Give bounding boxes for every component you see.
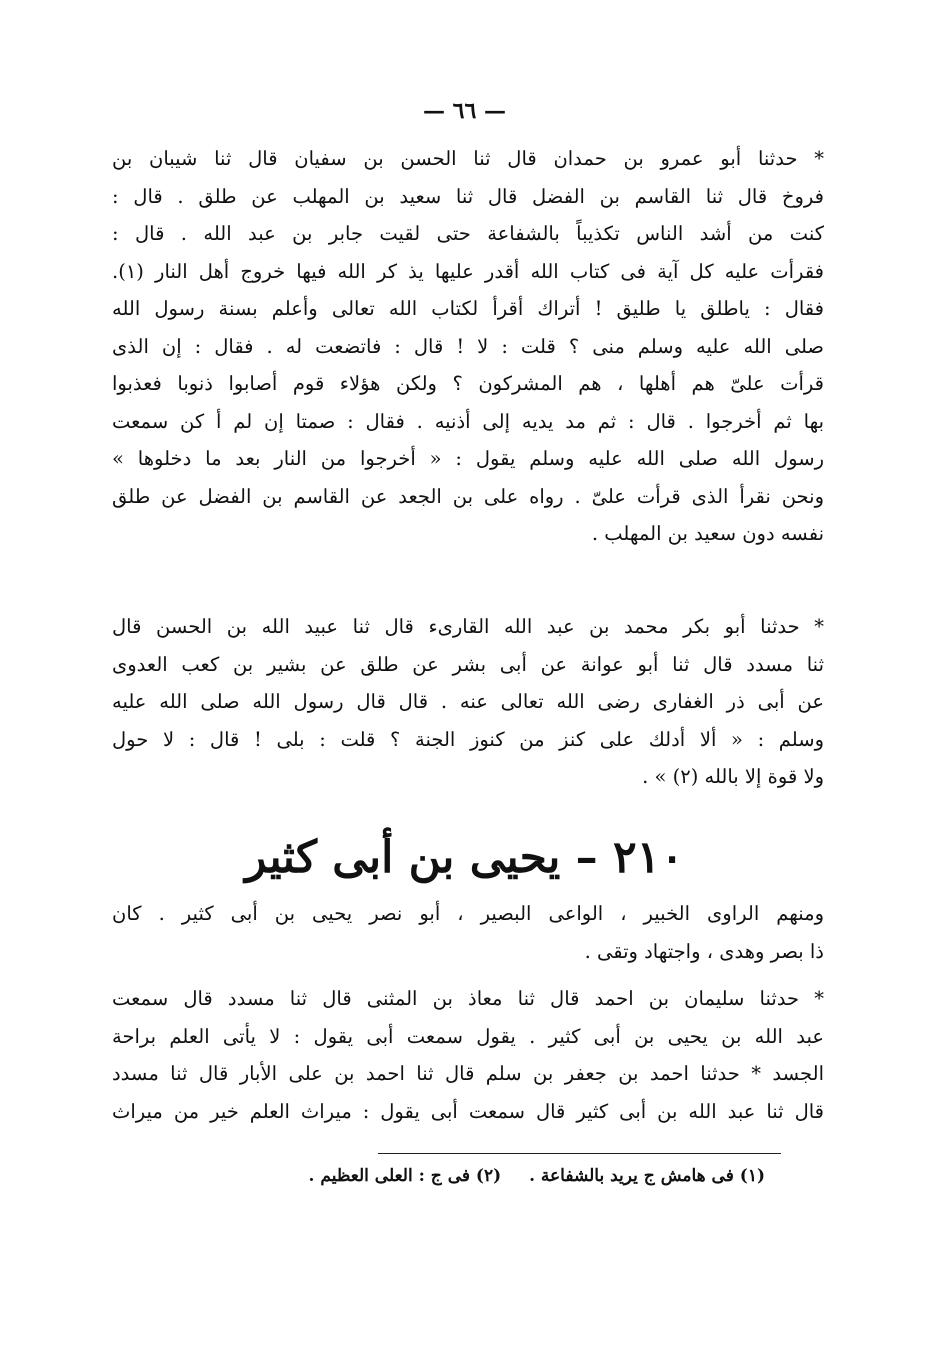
text-line: فروخ قال ثنا القاسم بن الفضل قال ثنا سعيد بن المهلب عن طلق . قال : — [112, 184, 824, 208]
text-line: صلى الله عليه وسلم منى ؟ قلت : لا ! قال : فاتضعت له . فقال : إن الذى — [112, 334, 824, 358]
text-line: * حدثنا أبو عمرو بن حمدان قال ثنا الحسن بن سفيان قال ثنا شيبان بن — [112, 147, 824, 170]
text-line: نفسه دون سعيد بن المهلب . — [591, 522, 824, 545]
text-line: * حدثنا أبو بكر محمد بن عبد الله القارىء قال ثنا عبيد الله بن الحسن قال — [112, 615, 824, 638]
text-line: بها ثم أخرجوا . قال : ثم مد يديه إلى أذنيه . فقال : صمتا إن لم أ كن سمعت — [112, 409, 824, 433]
text-line: ثنا مسدد قال ثنا أبو عوانة عن أبى بشر عن طلق عن بشير بن كعب العدوى — [112, 652, 824, 676]
text-line: ولا قوة إلا بالله (٢) » . — [642, 765, 824, 788]
section-heading: ٢١٠ – يحيى بن أبى كثير — [245, 832, 684, 883]
footnotes — [300, 1160, 765, 1192]
text-line: عبد الله بن يحيى بن أبى كثير . يقول سمعت أبى يقول : لا يأتى العلم براحة — [112, 1024, 824, 1048]
text-line: ذا بصر وهدى ، واجتهاد وتقى . — [584, 939, 824, 963]
text-line: الجسد * حدثنا احمد بن جعفر بن سلم قال ثنا احمد بن على الأبار قال ثنا مسدد — [112, 1062, 824, 1085]
paragraph-hadith-talq-jabir — [112, 140, 824, 553]
text-line: فقرأت عليه كل آية فى كتاب الله أقدر عليها يذ كر الله فيها خروج أهل النار (١). — [112, 259, 824, 283]
text-line: * حدثنا سليمان بن احمد قال ثنا معاذ بن المثنى قال ثنا مسدد قال سمعت — [112, 987, 824, 1010]
text-line: وسلم : « ألا أدلك على كنز من كنوز الجنة ؟ قلت : بلى ! قال : لا حول — [112, 727, 824, 751]
footnote-divider — [378, 1153, 781, 1154]
text-line: رسول الله صلى الله عليه وسلم يقول : « أخرجوا من النار بعد ما دخلوها » — [112, 447, 824, 470]
paragraph-hadith-sulayman — [112, 980, 824, 1130]
text-line: قرأت علىّ هم أهلها ، هم المشركون ؟ ولكن هؤلاء قوم أصابوا ذنوبا فعذبوا — [112, 372, 824, 395]
text-line: كنت من أشد الناس تكذيباً بالشفاعة حتى لقيت جابر بن عبد الله . قال : — [112, 222, 824, 245]
footnote-2: (٢) فى ج : العلى العظيم . — [308, 1166, 502, 1186]
text-line: ونحن نقرأ الذى قرأت علىّ . رواه على بن الجعد عن القاسم بن الفضل عن طلق — [112, 484, 824, 508]
paragraph-hadith-abu-dharr — [112, 608, 824, 796]
text-line: فقال : ياطلق يا طليق ! أتراك أقرأ لكتاب الله تعالى وأعلم بسنة رسول الله — [112, 297, 824, 320]
text-line: عن أبى ذر الغفارى رضى الله تعالى عنه . قال قال رسول الله صلى الله عليه — [112, 690, 824, 713]
text-line: قال ثنا عبد الله بن أبى كثير قال سمعت أبى يقول : ميراث العلم خير من ميراث — [112, 1099, 824, 1123]
footnote-1: (١) فى هامش ج يريد بالشفاعة . — [529, 1166, 765, 1186]
page-number: — ٦٦ — — [423, 98, 506, 124]
paragraph-biography-intro — [112, 895, 824, 970]
text-line: ومنهم الراوى الخبير ، الواعى البصير ، أبو نصر يحيى بن أبى كثير . كان — [112, 902, 824, 925]
